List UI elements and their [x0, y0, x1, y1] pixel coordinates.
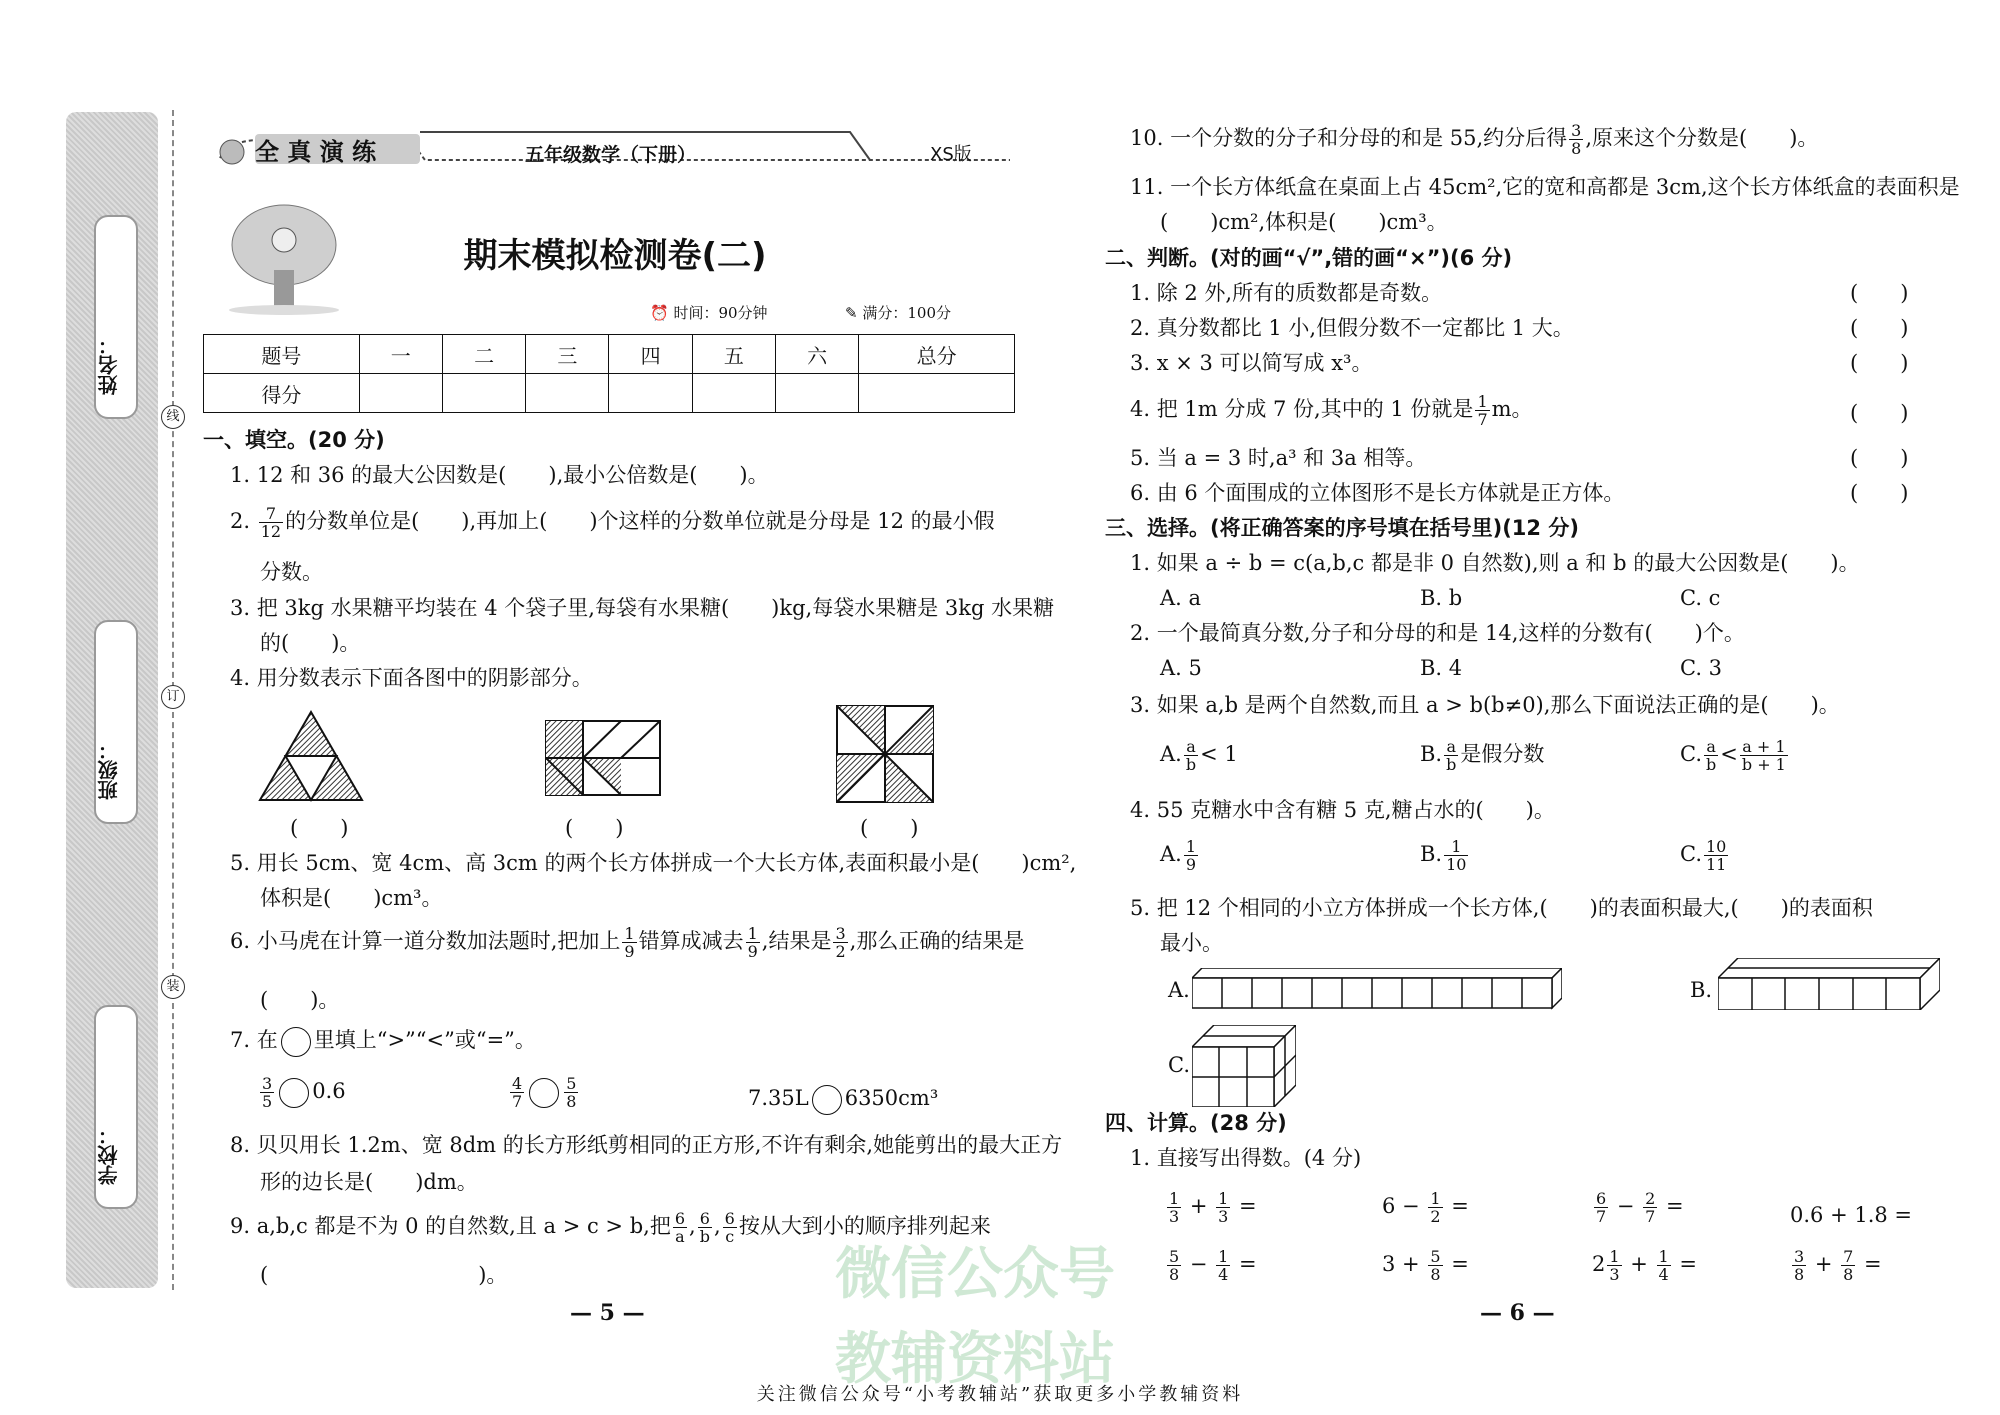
judge-4 — [1130, 393, 1533, 428]
judge-5: 5. 当 a = 3 时,a³ 和 3a 相等。 — [1130, 446, 1427, 470]
judge-2: 2. 真分数都比 1 小,但假分数不一定都比 1 大。 — [1130, 316, 1574, 340]
option-text: 是假分数 — [1460, 742, 1545, 766]
fraction — [622, 925, 636, 960]
score-cell: 六 — [776, 335, 859, 374]
q6-text-3: ,结果是 — [761, 929, 832, 953]
option-letter: C. — [1680, 842, 1702, 866]
denominator: 10 — [1446, 855, 1467, 874]
judge-1: 1. 除 2 外,所有的质数都是奇数。 — [1130, 281, 1443, 305]
q4-answer-3[interactable]: ( ) — [860, 816, 919, 840]
choice-3-c[interactable] — [1680, 738, 1790, 773]
fraction — [1594, 1190, 1608, 1225]
q7-item-2 — [508, 1075, 580, 1110]
fig-square — [836, 705, 934, 807]
numerator: 2 — [1645, 1189, 1656, 1208]
numerator: 10 — [1706, 837, 1727, 856]
book-title: 五年级数学（下册） — [525, 144, 697, 166]
fraction — [1428, 1190, 1442, 1225]
calc-item: 2 $\frac{1}{3}$ + $\frac{1}{4}$ = — [1592, 1247, 1697, 1284]
numerator: 3 — [262, 1074, 273, 1093]
numerator: 5 — [566, 1074, 577, 1093]
calc-item: $\frac{6}{7}$ − $\frac{2}{7}$ = — [1596, 1189, 1684, 1226]
page-number-left: — 5 — — [570, 1300, 645, 1326]
fraction — [1167, 1248, 1181, 1283]
score-input-cell[interactable] — [859, 374, 1015, 413]
q9: 9. a,b,c 都是不为 0 的自然数,且 a > c > b,把 $\frac{6}{a}$ , $\frac{6}{b}$ , $\frac{6}{c}$ 按从大到小的顺序排列起来 — [230, 1209, 991, 1246]
watermark-line2: 教辅资料站 — [835, 1327, 1115, 1392]
numerator: 6 — [724, 1209, 735, 1228]
denominator: 7 — [1645, 1207, 1656, 1226]
choice-2-c[interactable]: C. 3 — [1680, 656, 1723, 680]
option-text: < — [1720, 742, 1738, 766]
denominator: 8 — [566, 1092, 577, 1111]
numerator: 4 — [512, 1074, 523, 1093]
numerator: 1 — [1218, 1247, 1229, 1266]
value: 6350cm³ — [844, 1086, 939, 1110]
denominator: 8 — [1571, 139, 1582, 158]
calc-item: 0.6 + 1.8 = — [1790, 1203, 1913, 1227]
fraction — [1841, 1248, 1855, 1283]
q6-cont: ( )。 — [260, 988, 340, 1012]
pen-icon: ✎ — [845, 304, 858, 322]
denominator: 3 — [1218, 1207, 1229, 1226]
q11: 11. 一个长方体纸盒在桌面上占 45cm²,它的宽和高都是 3cm,这个长方体纸盒的表面积是 — [1130, 175, 1960, 199]
section-calc: 四、计算。(28 分) — [1105, 1111, 1287, 1135]
clock-icon: ⏰ — [650, 304, 669, 322]
equals: = — [1239, 1194, 1257, 1218]
denominator: b + 1 — [1741, 755, 1786, 774]
fig-triangle — [258, 710, 364, 806]
q7-text-1: 7. 在 — [230, 1028, 278, 1052]
score-cell: 四 — [609, 335, 692, 374]
score-table — [203, 334, 1015, 413]
q4-answer-2[interactable]: ( ) — [565, 816, 624, 840]
choice-4-a[interactable] — [1160, 838, 1200, 873]
time-meta — [650, 302, 768, 323]
choice-2-a[interactable]: A. 5 — [1160, 656, 1202, 680]
numerator: 6 — [1596, 1189, 1607, 1208]
denominator: 9 — [1185, 855, 1197, 874]
score-input-cell[interactable] — [526, 374, 609, 413]
denominator: 7 — [1477, 410, 1488, 429]
fraction — [1704, 838, 1728, 873]
choice-1: 1. 如果 a ÷ b = c(a,b,c 都是非 0 自然数),则 a 和 b 的最大公因数是( )。 — [1130, 551, 1860, 575]
score-cell: 得分 — [204, 374, 360, 413]
denominator: 8 — [1794, 1265, 1805, 1284]
q5: 5. 用长 5cm、宽 4cm、高 3cm 的两个长方体拼成一个大长方体,表面积最小是( )cm², — [230, 851, 1077, 875]
numerator: 3 — [1571, 121, 1582, 140]
choice-5-a-label[interactable]: A. — [1168, 978, 1190, 1002]
choice-5-cont: 最小。 — [1160, 931, 1223, 955]
equals: = — [1894, 1203, 1913, 1227]
fraction — [698, 1210, 712, 1245]
equals: = — [1451, 1252, 1469, 1276]
choice-1-c[interactable]: C. c — [1680, 586, 1721, 610]
numerator: 1 — [1185, 837, 1197, 856]
score-table-header-row — [204, 335, 1015, 374]
seal-mark-2: 订 — [161, 685, 185, 709]
fraction — [564, 1075, 578, 1110]
fraction — [1216, 1248, 1230, 1283]
compare-circle[interactable] — [812, 1085, 842, 1115]
denominator: 7 — [512, 1092, 523, 1111]
numerator: 7 — [259, 505, 283, 523]
numerator: 1 — [1169, 1189, 1180, 1208]
compare-circle[interactable] — [529, 1078, 559, 1108]
q7 — [230, 1025, 536, 1057]
value: 0.6 — [312, 1079, 346, 1103]
q6-text-4: ,那么正确的结果是 — [849, 929, 1025, 953]
fraction — [1184, 838, 1198, 873]
denominator: 8 — [1430, 1265, 1441, 1284]
numerator: a — [1704, 738, 1718, 756]
q7-item-3 — [748, 1083, 938, 1115]
q10-text-2: ,原来这个分数是( )。 — [1585, 126, 1819, 150]
score-input-cell[interactable] — [359, 374, 442, 413]
denominator: a — [675, 1227, 685, 1246]
square-figure — [836, 705, 934, 803]
q4-answer-1[interactable]: ( ) — [290, 816, 349, 840]
judge-4-unit: m。 — [1491, 397, 1533, 421]
seal-mark-3: 装 — [161, 975, 185, 999]
edition-label: XS版 — [930, 144, 972, 165]
denominator: b — [1706, 755, 1717, 774]
judge-4-text: 4. 把 1m 分成 7 份,其中的 1 份就是 — [1130, 397, 1474, 421]
exam-title: 期末模拟检测卷(二) — [463, 236, 767, 276]
fraction — [1428, 1248, 1442, 1283]
q9-cont: ( )。 — [260, 1263, 508, 1287]
choice-3-a[interactable] — [1160, 738, 1238, 773]
option-letter: B. — [1420, 842, 1443, 866]
option-text: < 1 — [1200, 742, 1238, 766]
numerator: 3 — [1794, 1247, 1805, 1266]
q3: 3. 把 3kg 水果糖平均装在 4 个袋子里,每袋有水果糖( )kg,每袋水果糖是 3kg 水果糖 — [230, 596, 1055, 620]
fraction — [833, 925, 847, 960]
q11-cont: ( )cm²,体积是( )cm³。 — [1160, 210, 1448, 234]
score-meta — [845, 302, 951, 323]
fraction — [1444, 838, 1468, 873]
section-fill-blank: 一、填空。(20 分) — [203, 428, 385, 452]
watermark-line1: 微信公众号 — [835, 1242, 1115, 1307]
section-choice: 三、选择。(将正确答案的序号填在括号里)(12 分) — [1105, 516, 1579, 540]
numerator: a — [1444, 738, 1458, 756]
fraction — [1607, 1248, 1621, 1283]
judge-answer-6[interactable]: ( ) — [1850, 481, 1909, 505]
choice-2: 2. 一个最简真分数,分子和分母的和是 14,这样的分数有( )个。 — [1130, 621, 1745, 645]
score-cell: 五 — [692, 335, 775, 374]
fraction — [510, 1075, 524, 1110]
option-letter: A. — [1160, 742, 1182, 766]
footer-note: 关注微信公众号“小考教辅站”获取更多小学教辅资料 — [756, 1384, 1244, 1405]
q8-cont: 形的边长是( )dm。 — [260, 1170, 478, 1194]
numerator: 1 — [1430, 1189, 1441, 1208]
numerator: 7 — [1843, 1247, 1854, 1266]
numerator: 6 — [698, 1210, 712, 1228]
numerator: 1 — [1609, 1247, 1620, 1266]
calc-1: 1. 直接写出得数。(4 分) — [1130, 1146, 1362, 1170]
equals: = — [1451, 1194, 1469, 1218]
q10 — [1130, 122, 1818, 157]
fig-rectangle — [545, 720, 661, 800]
score-input-cell[interactable] — [609, 374, 692, 413]
score-text: 满分：100分 — [862, 304, 951, 322]
choice-4: 4. 55 克糖水中含有糖 5 克,糖占水的( )。 — [1130, 798, 1555, 822]
choice-2-b[interactable]: B. 4 — [1420, 656, 1463, 680]
numerator: 5 — [1169, 1247, 1180, 1266]
fraction — [1792, 1248, 1806, 1283]
numerator: a — [1184, 738, 1198, 756]
fraction — [723, 1210, 737, 1245]
numerator: 1 — [1218, 1189, 1229, 1208]
q7-item-1 — [258, 1075, 346, 1110]
score-cell: 二 — [442, 335, 525, 374]
fraction — [1167, 1190, 1181, 1225]
denominator: 3 — [1609, 1265, 1620, 1284]
fraction — [1216, 1190, 1230, 1225]
q1: 1. 12 和 36 的最大公因数是( ),最小公倍数是( )。 — [230, 463, 769, 487]
q6-text-1: 6. 小马虎在计算一道分数加法题时,把加上 — [230, 929, 621, 953]
denominator: b — [1446, 755, 1457, 774]
numerator: 6 — [674, 1209, 686, 1228]
numerator: 1 — [1444, 838, 1468, 856]
judge-answer-3[interactable]: ( ) — [1850, 351, 1909, 375]
q10-text-1: 10. 一个分数的分子和分母的和是 55,约分后得 — [1130, 126, 1568, 150]
choice-5: 5. 把 12 个相同的小立方体拼成一个长方体,( )的表面积最大,( )的表面积 — [1130, 896, 1873, 920]
denominator: 12 — [260, 522, 282, 541]
score-table-score-row — [204, 374, 1015, 413]
denominator: 9 — [747, 942, 758, 961]
score-input-cell[interactable] — [442, 374, 525, 413]
calc-item: $\frac{3}{8}$ + $\frac{7}{8}$ = — [1794, 1247, 1882, 1284]
choice-4-b[interactable] — [1420, 838, 1470, 873]
q2-cont: 分数。 — [260, 560, 323, 584]
fraction — [1184, 738, 1198, 773]
compare-circle[interactable] — [279, 1078, 309, 1108]
choice-5-b-label[interactable]: B. — [1690, 978, 1713, 1002]
cuboid-3x2x2-figure — [1192, 1025, 1296, 1107]
numerator: a + 1 — [1740, 738, 1788, 756]
school-label: 学校： — [97, 1125, 121, 1185]
q6-text-2: 错算成减去 — [638, 929, 744, 953]
rectangle-figure — [545, 720, 661, 796]
denominator: 8 — [1843, 1265, 1854, 1284]
cuboid-a — [1192, 968, 1562, 1014]
score-cell: 三 — [526, 335, 609, 374]
denominator: 8 — [1169, 1265, 1180, 1284]
denominator: 11 — [1706, 855, 1727, 874]
judge-6: 6. 由 6 个面围成的立体图形不是长方体就是正方体。 — [1130, 481, 1625, 505]
score-cell: 题号 — [204, 335, 360, 374]
q5-cont: 体积是( )cm³。 — [260, 886, 443, 910]
q6 — [230, 925, 1024, 960]
class-label: 班级： — [97, 740, 121, 800]
q2-num: 2. — [230, 509, 251, 533]
judge-answer-4[interactable]: ( ) — [1850, 401, 1909, 425]
option-letter: B. — [1420, 742, 1443, 766]
denominator: b — [1185, 755, 1197, 774]
score-input-cell[interactable] — [692, 374, 775, 413]
q4: 4. 用分数表示下面各图中的阴影部分。 — [230, 666, 593, 690]
fraction — [1643, 1190, 1657, 1225]
equals: = — [1239, 1252, 1257, 1276]
cuboid-12x1-figure — [1192, 968, 1562, 1010]
fraction — [673, 1210, 687, 1245]
calc-item: 3 + $\frac{5}{8}$ = — [1382, 1247, 1469, 1284]
fraction — [1740, 738, 1788, 773]
q9-text-2: 按从大到小的顺序排列起来 — [738, 1214, 991, 1238]
score-cell: 一 — [359, 335, 442, 374]
fraction — [260, 1075, 274, 1110]
denominator: 4 — [1658, 1265, 1669, 1284]
calc-item: $\frac{1}{3}$ + $\frac{1}{3}$ = — [1169, 1189, 1257, 1226]
choice-1-a[interactable]: A. a — [1160, 586, 1202, 610]
value: 7.35L — [748, 1086, 809, 1110]
section-judge: 二、判断。(对的画“√”,错的画“×”)(6 分) — [1105, 246, 1513, 270]
fraction — [1657, 1248, 1671, 1283]
denominator: 2 — [835, 942, 846, 961]
numerator: 1 — [1658, 1247, 1669, 1266]
score-input-cell[interactable] — [776, 374, 859, 413]
choice-3: 3. 如果 a,b 是两个自然数,而且 a > b(b≠0),那么下面说法正确的是( )。 — [1130, 693, 1840, 717]
cuboid-c — [1192, 1025, 1296, 1111]
choice-4-c[interactable] — [1680, 838, 1730, 873]
equals: = — [1864, 1252, 1882, 1276]
numerator: 1 — [624, 924, 635, 943]
score-cell: 总分 — [859, 335, 1015, 374]
compare-circle — [281, 1027, 311, 1057]
numerator: 5 — [1430, 1247, 1441, 1266]
denominator: 9 — [624, 942, 635, 961]
option-letter: C. — [1680, 742, 1702, 766]
page-number-right: — 6 — — [1480, 1300, 1555, 1326]
denominator: c — [725, 1227, 735, 1246]
q8: 8. 贝贝用长 1.2m、宽 8dm 的长方形纸剪相同的正方形,不许有剩余,她能剪出的最大正方 — [230, 1133, 1063, 1157]
choice-1-b[interactable]: B. b — [1420, 586, 1463, 610]
fraction — [1444, 738, 1458, 773]
fraction — [746, 925, 760, 960]
fraction — [1475, 393, 1489, 428]
name-label: 姓名： — [97, 335, 121, 395]
numerator: 1 — [1477, 392, 1488, 411]
q2 — [230, 505, 995, 540]
q3-cont: 的( )。 — [260, 631, 361, 655]
brand-label: 全 真 演 练 — [255, 138, 377, 166]
seal-mark-1: 线 — [161, 405, 185, 429]
time-text: 时间：90分钟 — [673, 304, 768, 322]
judge-answer-1[interactable]: ( ) — [1850, 281, 1909, 305]
denominator: 4 — [1218, 1265, 1229, 1284]
fraction — [1704, 738, 1718, 773]
numerator: 3 — [835, 924, 846, 943]
q2-text: 的分数单位是( ),再加上( )个这样的分数单位就是分母是 12 的最小假 — [285, 509, 995, 533]
denominator: b — [699, 1227, 710, 1246]
equals: = — [1679, 1252, 1697, 1276]
triangle-figure — [258, 710, 364, 802]
equals: = — [1666, 1194, 1684, 1218]
cuboid-6x2-figure — [1718, 958, 1940, 1010]
denominator: 2 — [1430, 1207, 1441, 1226]
cuboid-b — [1718, 958, 1940, 1014]
denominator: 5 — [262, 1092, 273, 1111]
q9-text-1: 9. a,b,c 都是不为 0 的自然数,且 a > c > b,把 — [230, 1214, 671, 1238]
fraction — [259, 505, 283, 540]
fraction — [1569, 122, 1583, 157]
choice-3-b[interactable] — [1420, 738, 1544, 773]
calc-item: 6 − $\frac{1}{2}$ = — [1382, 1189, 1469, 1226]
q7-text-2: 里填上“>”“<”或“=”。 — [313, 1028, 536, 1052]
denominator: 3 — [1169, 1207, 1180, 1226]
denominator: 7 — [1596, 1207, 1607, 1226]
calc-item: $\frac{5}{8}$ − $\frac{1}{4}$ = — [1169, 1247, 1257, 1284]
choice-5-c-label[interactable]: C. — [1168, 1053, 1190, 1077]
numerator: 1 — [747, 924, 758, 943]
judge-answer-5[interactable]: ( ) — [1850, 446, 1909, 470]
judge-3: 3. x × 3 可以简写成 x³。 — [1130, 351, 1373, 375]
option-letter: A. — [1160, 842, 1182, 866]
judge-answer-2[interactable]: ( ) — [1850, 316, 1909, 340]
